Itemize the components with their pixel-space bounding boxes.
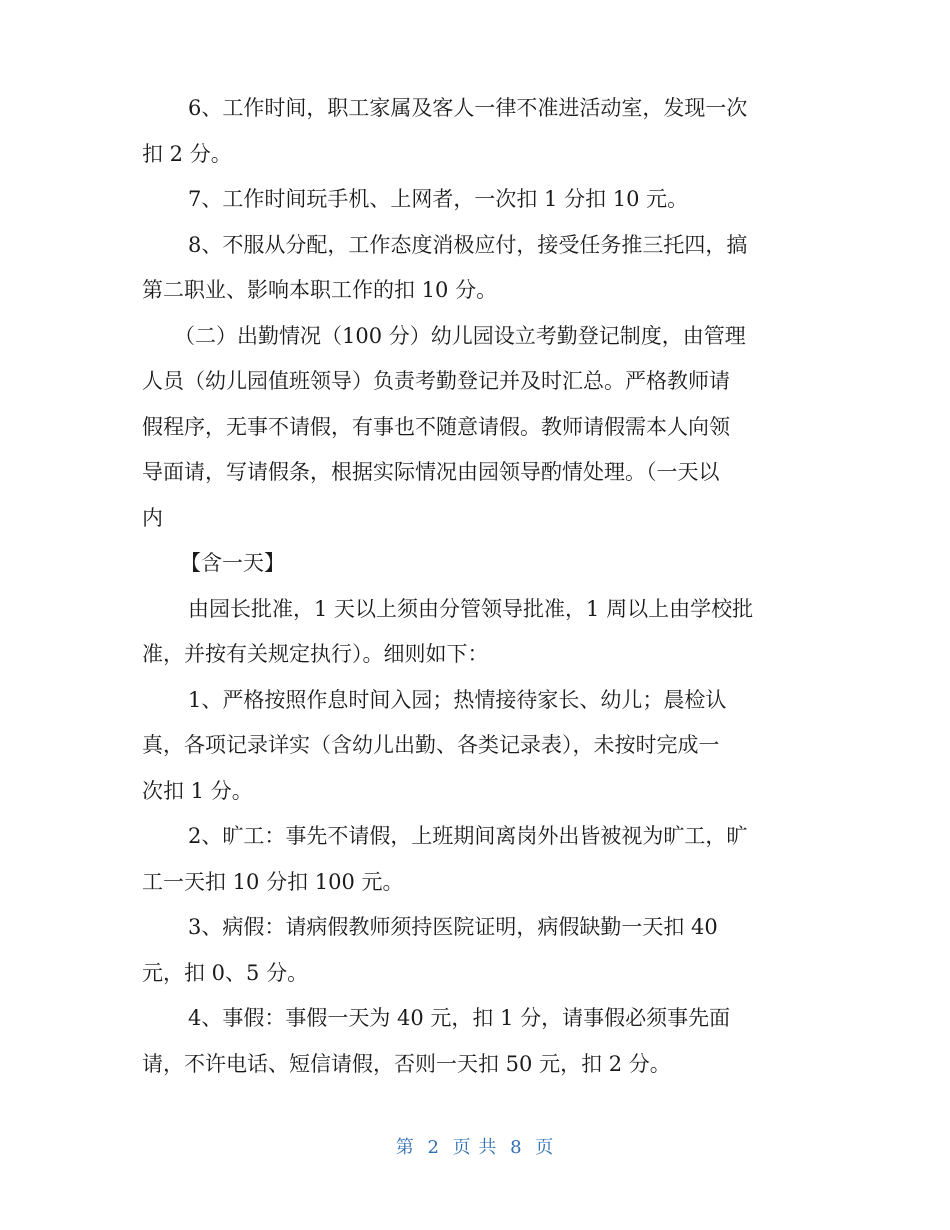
- paragraph: [142, 314, 812, 542]
- text-line: 由园长批准，1 天以上须由分管领导批准，1 周以上由学校批: [188, 596, 754, 621]
- paragraph: [142, 177, 812, 223]
- page-footer: [0, 1133, 950, 1159]
- footer-prefix: 第: [395, 1137, 415, 1158]
- text-line: 真，各项记录详实（含幼儿出勤、各类记录表），未按时完成一: [142, 733, 720, 757]
- paragraph: [142, 678, 812, 815]
- text-line: 扣 2 分。: [142, 141, 232, 166]
- text-line: 1、严格按照作息时间入园；热情接待家长、幼儿；晨检认: [188, 687, 727, 712]
- text-line: 8、不服从分配，工作态度消极应付，接受任务推三托四，搞: [188, 232, 748, 257]
- text-line: 元，扣 0、5 分。: [142, 960, 309, 985]
- text-line: 导面请，写请假条，根据实际情况由园领导酌情处理。（一天以: [142, 460, 720, 484]
- text-line: 2、旷工：事先不请假，上班期间离岗外出皆被视为旷工，旷: [188, 824, 748, 848]
- paragraph: [142, 86, 812, 177]
- text-line: （二）出勤情况（100 分）幼儿园设立考勤登记制度，由管理: [174, 323, 746, 348]
- text-line: 第二职业、影响本职工作的扣 10 分。: [142, 278, 498, 302]
- footer-suffix: 页: [535, 1137, 555, 1158]
- text-line: 6、工作时间，职工家属及客人一律不准进活动室，发现一次: [188, 96, 748, 120]
- text-line: 次扣 1 分。: [142, 778, 253, 803]
- text-line: 人员（幼儿园值班领导）负责考勤登记并及时汇总。严格教师请: [142, 369, 730, 393]
- text-line: 3、病假：请病假教师须持医院证明，病假缺勤一天扣 40: [188, 915, 718, 939]
- text-line: 请，不许电话、短信请假，否则一天扣 50 元，扣 2 分。: [142, 1051, 671, 1076]
- paragraph: [142, 996, 812, 1087]
- text-line: 工一天扣 10 分扣 100 元。: [142, 869, 404, 894]
- text-line: 4、事假：事假一天为 40 元，扣 1 分，请事假必须事先面: [188, 1006, 731, 1030]
- paragraph: [142, 223, 812, 314]
- paragraph: [142, 814, 812, 905]
- total-page-count: 8: [510, 1137, 523, 1158]
- text-line: 假程序，无事不请假，有事也不随意请假。教师请假需本人向领: [142, 414, 730, 439]
- text-line: 7、工作时间玩手机、上网者，一次扣 1 分扣 10 元。: [188, 187, 689, 211]
- paragraph: [142, 905, 812, 996]
- footer-middle: 页 共: [452, 1137, 498, 1158]
- text-line: 【含一天】: [180, 551, 285, 575]
- current-page-number: 2: [427, 1137, 440, 1158]
- paragraph: [142, 587, 812, 678]
- text-line: 准，并按有关规定执行）。细则如下：: [142, 642, 489, 666]
- document-body: [142, 86, 812, 1087]
- text-line: 内: [142, 505, 163, 530]
- paragraph: [142, 541, 812, 587]
